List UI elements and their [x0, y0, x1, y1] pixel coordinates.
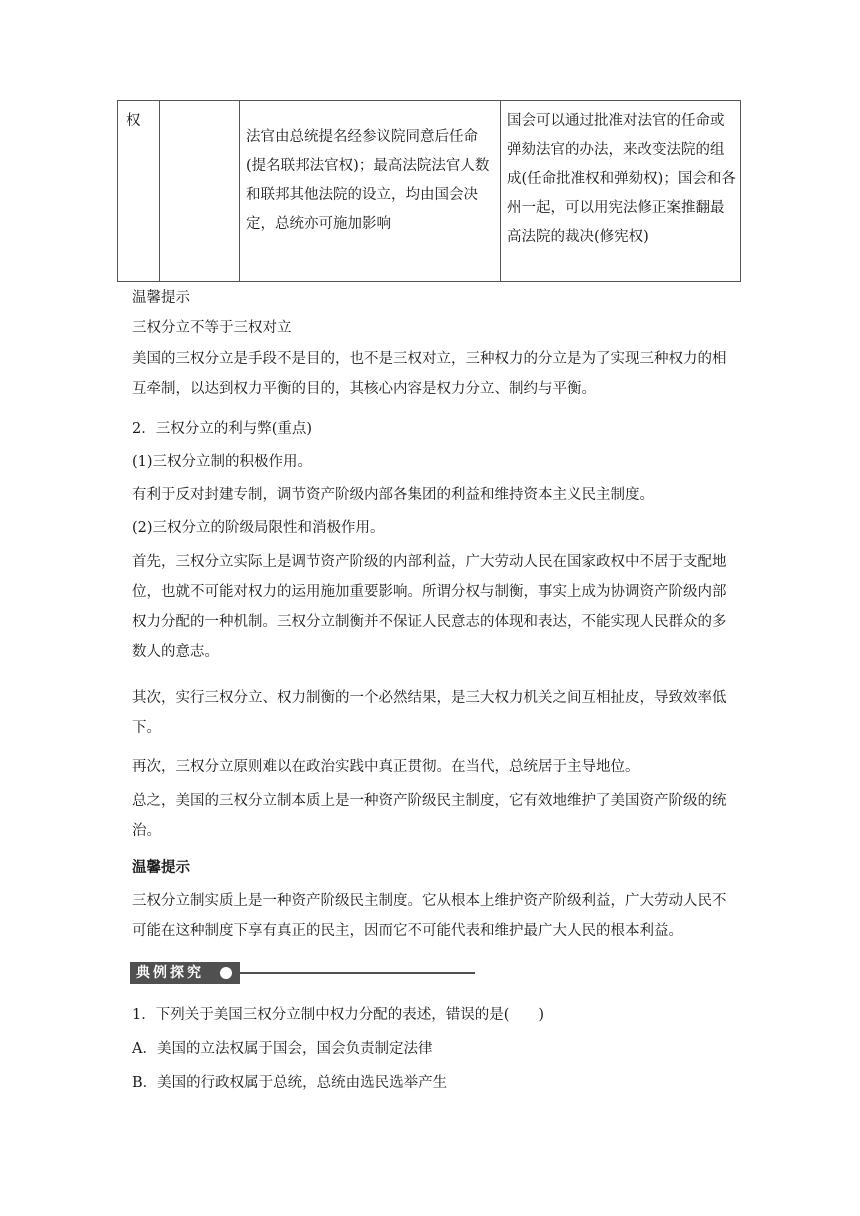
banner-dot-icon: [220, 967, 232, 979]
section-banner: [130, 962, 475, 984]
table-cell-president-powers: [240, 101, 501, 282]
positive-body: 有利于反对封建专制，调节资产阶级内部各集团的利益和维持资本主义民主制度。: [132, 487, 654, 503]
table-cell-congress-powers: [501, 101, 741, 282]
powers-table: [117, 100, 741, 282]
tip-body: 美国的三权分立是手段不是目的，也不是三权对立，三种权力的分立是为了实现三种权力的相互牵制，以达到权力平衡的目的，其核心内容是权力分立、制约与平衡。: [132, 351, 727, 397]
paragraph-summary: 总之，美国的三权分立制本质上是一种资产阶级民主制度，它有效地维护了美国资产阶级的统治。: [132, 793, 727, 839]
question-option-b: B．美国的行政权属于总统，总统由选民选举产生: [132, 1075, 448, 1091]
tip-body-2: 三权分立制实质上是一种资产阶级民主制度。它从根本上维护资产阶级利益，广大劳动人民不可能在这种制度下享有真正的民主，因而它不可能代表和维护最广大人民的根本利益。: [132, 893, 727, 939]
paragraph-third: 再次，三权分立原则难以在政治实践中真正贯彻。在当代，总统居于主导地位。: [132, 759, 640, 775]
tip-heading: 三权分立不等于三权对立: [132, 320, 292, 336]
question-option-a: A．美国的立法权属于国会，国会负责制定法律: [132, 1041, 433, 1057]
banner-divider: [240, 972, 475, 974]
table-cell-empty: [160, 101, 240, 282]
subheading-limitations: (2)三权分立的阶级局限性和消极作用。: [132, 520, 385, 536]
paragraph-second: 其次，实行三权分立、权力制衡的一个必然结果，是三大权力机关之间互相扯皮，导致效率低下。: [132, 690, 727, 736]
question-stem: 1．下列关于美国三权分立制中权力分配的表述，错误的是( ): [132, 1007, 545, 1023]
tip-label-bold: 温馨提示: [132, 859, 190, 876]
subheading-positive: (1)三权分立制的积极作用。: [132, 454, 313, 470]
table-row: [118, 101, 741, 282]
table-cell-text: 国会可以通过批准对法官的任命或弹劾法官的办法，来改变法院的组成(任命批准权和弹劾权)；国会和各州一起，可以用宪法修正案推翻最高法院的裁决(修宪权): [507, 113, 736, 245]
banner-label: 典例探究: [130, 962, 240, 984]
paragraph-first: 首先，三权分立实际上是调节资产阶级的内部利益，广大劳动人民在国家政权中不居于支配地位，也就不可能对权力的运用施加重要影响。所谓分权与制衡，事实上成为协调资产阶级内部权力分配的一种机制。三权分立制衡并不保证人民意志的体现和表达，不能实现人民群众的多数人的意志。: [132, 554, 727, 660]
tip-label: 温馨提示: [132, 290, 190, 306]
section-heading: 2．三权分立的利与弊(重点): [132, 421, 313, 437]
table-cell-text: 法官由总统提名经参议院同意后任命(提名联邦法官权)；最高法院法官人数和联邦其他法院的设立，均由国会决定，总统亦可施加影响: [246, 129, 490, 232]
table-cell-category: 权: [118, 101, 160, 282]
